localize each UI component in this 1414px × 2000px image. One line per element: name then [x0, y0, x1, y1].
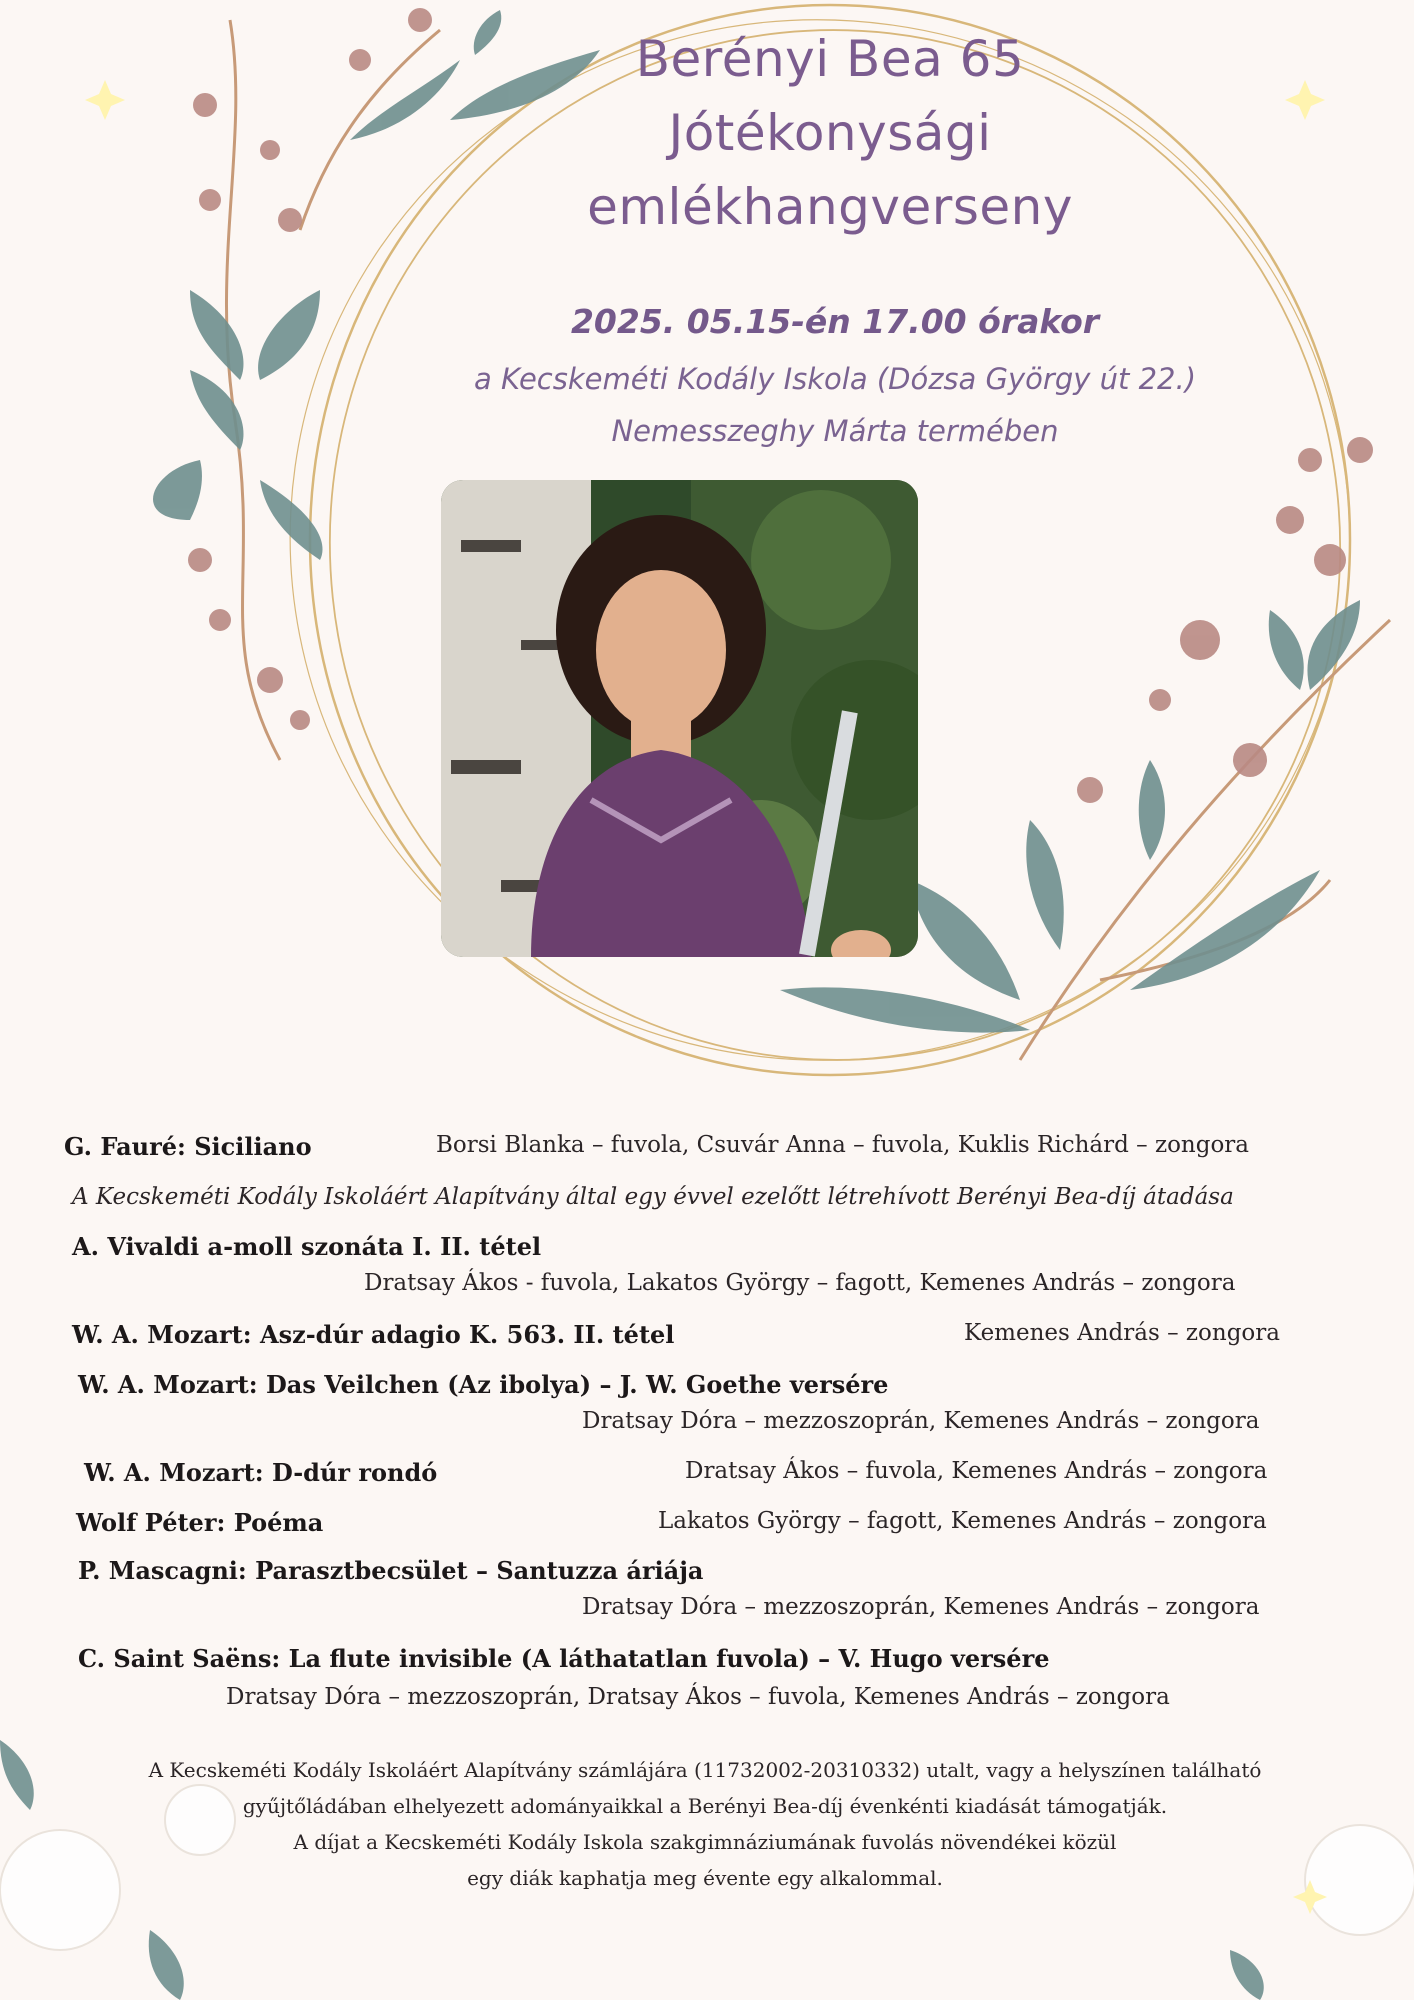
leaf [190, 370, 243, 450]
title-line-3: emlékhangverseny [587, 178, 1073, 236]
blossom [1077, 777, 1103, 803]
program-performers-2: Dratsay Ákos - fuvola, Lakatos György – fagott, Kemenes András – zongora [364, 1270, 1236, 1296]
program-performers-6: Lakatos György – fagott, Kemenes András – zongora [658, 1508, 1267, 1534]
title-line-2: Jótékonysági [668, 104, 992, 162]
leaf [153, 460, 202, 520]
program-piece-2: A. Vivaldi a-moll szonáta I. II. tétel [72, 1232, 542, 1261]
program-piece-6: Wolf Péter: Poéma [76, 1508, 324, 1537]
blossom [199, 189, 221, 211]
program-piece-4: W. A. Mozart: Das Veilchen (Az ibolya) – J. W. Goethe versére [78, 1370, 889, 1399]
branch-left [226, 20, 280, 760]
footer-line-1: A Kecskeméti Kodály Iskoláért Alapítvány számlájára (11732002-20310332) utalt, vagy a helyszínen található [148, 1758, 1262, 1782]
leaf [474, 10, 502, 55]
blossom [1149, 689, 1171, 711]
program-performers-4: Dratsay Dóra – mezzoszoprán, Kemenes András – zongora [582, 1408, 1260, 1434]
program-piece-3: W. A. Mozart: Asz-dúr adagio K. 563. II. tétel [72, 1320, 675, 1349]
program-piece-5: W. A. Mozart: D-dúr rondó [84, 1458, 438, 1487]
blossom [193, 93, 217, 117]
program-piece-1: G. Fauré: Siciliano [64, 1132, 312, 1161]
portrait-photo [441, 480, 918, 957]
blossom [1347, 437, 1373, 463]
event-room: Nemesszeghy Márta termében [611, 414, 1059, 448]
footer-line-2: gyűjtőládában elhelyezett adományaikkal a Berényi Bea-díj évenkénti kiadását támogatják. [242, 1794, 1168, 1818]
donation-footer [70, 1752, 1340, 1896]
award-note: A Kecskeméti Kodály Iskoláért Alapítvány által egy évvel ezelőtt létrehívott Berényi Bea-díj átadása [72, 1184, 1234, 1210]
leaf [1139, 760, 1165, 860]
footer-line-4: egy diák kaphatja meg évente egy alkalommal. [467, 1866, 943, 1890]
event-date-time: 2025. 05.15-én 17.00 órakor [570, 302, 1100, 341]
blossom [1276, 506, 1304, 534]
leaf [190, 290, 243, 380]
blossom [278, 208, 302, 232]
program-performers-5: Dratsay Ákos – fuvola, Kemenes András – zongora [685, 1458, 1268, 1484]
event-venue: a Kecskeméti Kodály Iskola (Dózsa György út 22.) [473, 362, 1197, 396]
concert-title [520, 22, 1140, 244]
program-performers-8: Dratsay Dóra – mezzoszoprán, Dratsay Ákos – fuvola, Kemenes András – zongora [226, 1684, 1170, 1710]
leaf [0, 1740, 34, 1810]
blossom [1298, 448, 1322, 472]
title-line-1: Berényi Bea 65 [635, 30, 1025, 88]
footer-line-3: A díjat a Kecskeméti Kodály Iskola szakgimnáziumának fuvolás növendékei közül [293, 1830, 1117, 1854]
blossom [1314, 544, 1346, 576]
leaf [149, 1930, 184, 2000]
blossom [188, 548, 212, 572]
branch-right [1020, 620, 1390, 1060]
program-performers-7: Dratsay Dóra – mezzoszoprán, Kemenes András – zongora [582, 1594, 1260, 1620]
blossom [408, 8, 432, 32]
blossom [349, 49, 371, 71]
leaf [780, 987, 1030, 1032]
leaf [350, 60, 460, 140]
leaf [910, 880, 1020, 1000]
blossom [257, 667, 283, 693]
leaf [1269, 610, 1304, 690]
blossom [1180, 620, 1220, 660]
program-piece-7: P. Mascagni: Parasztbecsület – Santuzza áriája [78, 1556, 704, 1585]
blossom [1233, 743, 1267, 777]
program-piece-8: C. Saint Saëns: La flute invisible (A láthatatlan fuvola) – V. Hugo versére [78, 1644, 1050, 1673]
leaf [1026, 820, 1064, 950]
blossom [260, 140, 280, 160]
program-performers-1: Borsi Blanka – fuvola, Csuvár Anna – fuvola, Kuklis Richárd – zongora [436, 1132, 1250, 1158]
sparkle-icon [85, 80, 125, 120]
leaf [1230, 1950, 1264, 2000]
blossom [290, 710, 310, 730]
leaf [258, 290, 320, 380]
sparkle-icon [1285, 80, 1325, 120]
blossom [209, 609, 231, 631]
program-performers-3: Kemenes András – zongora [964, 1320, 1280, 1346]
